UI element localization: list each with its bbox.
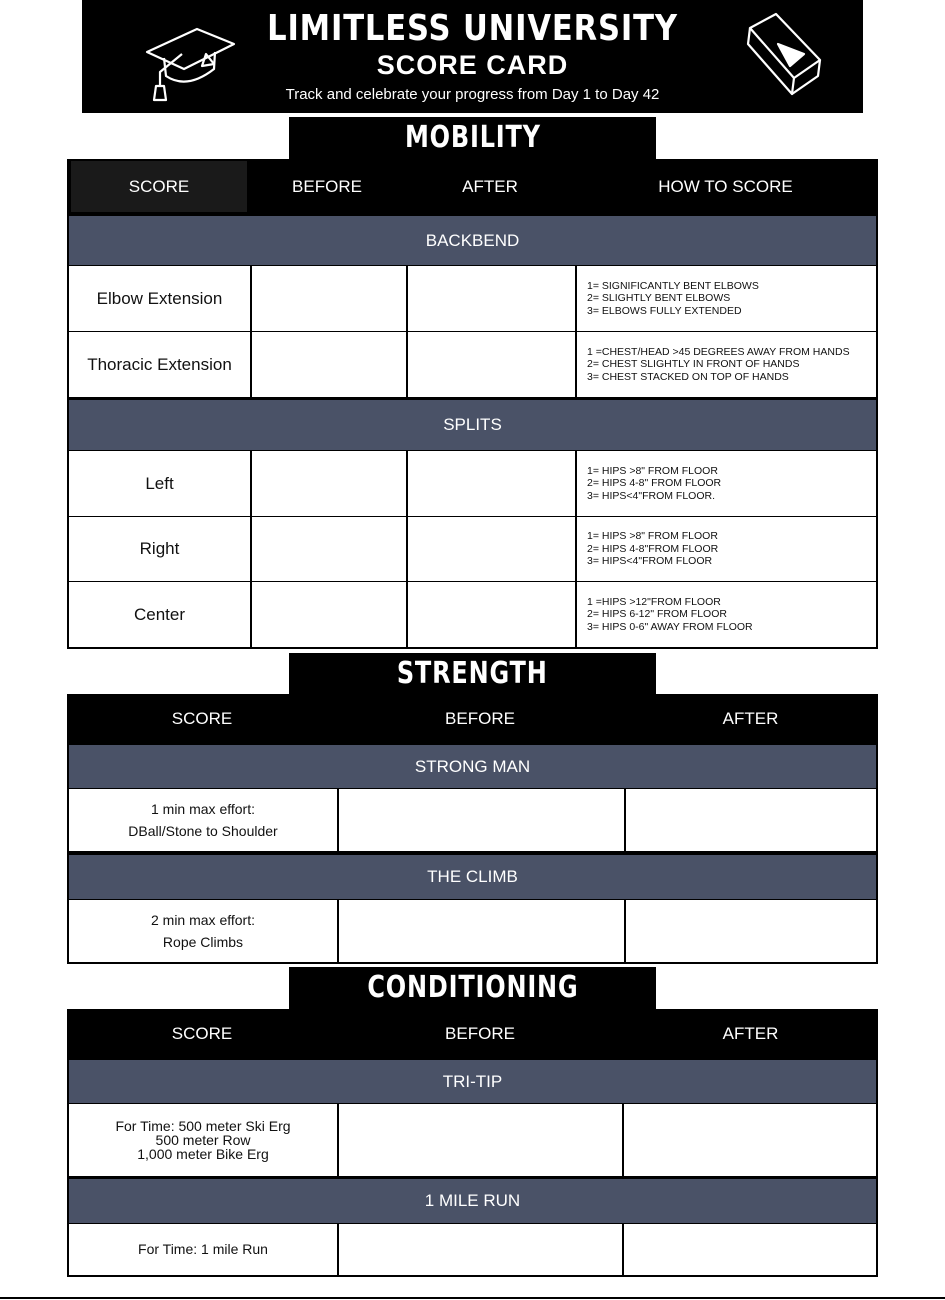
before-score-cell[interactable] (339, 1104, 624, 1176)
column-header-score: SCORE (171, 1023, 233, 1043)
conditioning-banner: CONDITIONING (289, 967, 656, 1009)
table-row (67, 451, 878, 518)
how-to-score-text: 1 =HIPS >12"FROM FLOOR 2= HIPS 6-12" FROM FLOOR 3= HIPS 0-6" AWAY FROM FLOOR (587, 595, 753, 633)
after-score-cell[interactable] (408, 582, 577, 647)
mobility-table-header (67, 159, 878, 214)
table-row (67, 1104, 878, 1178)
table-row (67, 332, 878, 399)
row-label: Left (69, 451, 252, 516)
before-score-cell[interactable] (339, 789, 626, 851)
bottom-divider (0, 1297, 945, 1299)
before-score-cell[interactable] (252, 517, 408, 581)
group-header-strong-man: STRONG MAN (67, 743, 878, 790)
row-label-line: 500 meter Row (155, 1132, 251, 1148)
after-score-cell[interactable] (408, 451, 577, 516)
after-score-cell[interactable] (408, 517, 577, 581)
row-label-line: 1,000 meter Bike Erg (137, 1146, 269, 1162)
page-title: LIMITLESS UNIVERSITY (267, 8, 678, 49)
row-label-line: 2 min max effort: (150, 911, 255, 928)
group-header-backbend: BACKBEND (67, 214, 878, 267)
column-header-after: AFTER (722, 1023, 779, 1043)
before-score-cell[interactable] (252, 451, 408, 516)
tagline: Track and celebrate your progress from Day 1 to Day 42 (285, 86, 660, 103)
column-header-after: AFTER (722, 708, 779, 728)
before-score-cell[interactable] (339, 1224, 624, 1275)
column-header-score: SCORE (71, 161, 247, 212)
row-label: Thoracic Extension (69, 332, 252, 397)
before-score-cell[interactable] (252, 582, 408, 647)
before-score-cell[interactable] (252, 332, 408, 397)
row-label: Right (69, 517, 252, 581)
group-header-splits: SPLITS (67, 398, 878, 452)
row-label: Center (69, 582, 252, 647)
after-score-cell[interactable] (626, 900, 878, 962)
before-score-cell[interactable] (339, 900, 626, 962)
row-label: For Time: 1 mile Run (69, 1224, 339, 1275)
strength-table-header (67, 694, 878, 743)
row-label: Elbow Extension (69, 266, 252, 331)
book-logo-icon (742, 10, 824, 98)
group-header-tri-tip: TRI-TIP (67, 1058, 878, 1105)
how-to-score-text: 1 =CHEST/HEAD >45 DEGREES AWAY FROM HANDS 2= CHEST SLIGHTLY IN FRONT OF HANDS 3= CHEST STACKED ON TOP OF HANDS (587, 345, 850, 383)
before-score-cell[interactable] (252, 266, 408, 331)
table-row (67, 517, 878, 583)
conditioning-table-header (67, 1009, 878, 1058)
row-label-line: Rope Climbs (162, 934, 244, 950)
row-label (69, 1104, 339, 1176)
header-banner (82, 0, 863, 113)
table-row (67, 1224, 878, 1277)
column-header-score: SCORE (171, 708, 233, 728)
how-to-score-text: 1= HIPS >8" FROM FLOOR 2= HIPS 4-8" FROM FLOOR 3= HIPS<4"FROM FLOOR. (587, 464, 722, 502)
strength-banner: STRENGTH (289, 653, 656, 695)
page-subtitle: SCORE CARD (376, 50, 569, 80)
row-label-line: 1 min max effort: (150, 800, 255, 817)
column-header-after: AFTER (462, 176, 518, 196)
row-label (69, 900, 339, 962)
row-label-line: DBall/Stone to Shoulder (128, 823, 278, 839)
group-header-1-mile-run: 1 MILE RUN (67, 1177, 878, 1225)
after-score-cell[interactable] (626, 789, 878, 851)
after-score-cell[interactable] (624, 1224, 878, 1275)
graduation-cap-icon (142, 14, 237, 102)
group-header-the-climb: THE CLIMB (67, 853, 878, 901)
table-row (67, 789, 878, 853)
table-row (67, 582, 878, 649)
column-header-before: BEFORE (445, 1023, 515, 1043)
row-label-line: For Time: 500 meter Ski Erg (115, 1118, 291, 1134)
column-header-before: BEFORE (292, 176, 362, 196)
after-score-cell[interactable] (408, 266, 577, 331)
after-score-cell[interactable] (408, 332, 577, 397)
column-header-before: BEFORE (445, 708, 515, 728)
table-row (67, 900, 878, 964)
after-score-cell[interactable] (624, 1104, 878, 1176)
how-to-score-text: 1= SIGNIFICANTLY BENT ELBOWS 2= SLIGHTLY BENT ELBOWS 3= ELBOWS FULLY EXTENDED (587, 279, 759, 317)
how-to-score-text: 1= HIPS >8" FROM FLOOR 2= HIPS 4-8"FROM FLOOR 3= HIPS<4"FROM FLOOR (587, 530, 719, 568)
mobility-banner: MOBILITY (289, 117, 656, 159)
column-header-how-to-score: HOW TO SCORE (658, 176, 793, 196)
table-row (67, 266, 878, 333)
row-label (69, 789, 339, 851)
